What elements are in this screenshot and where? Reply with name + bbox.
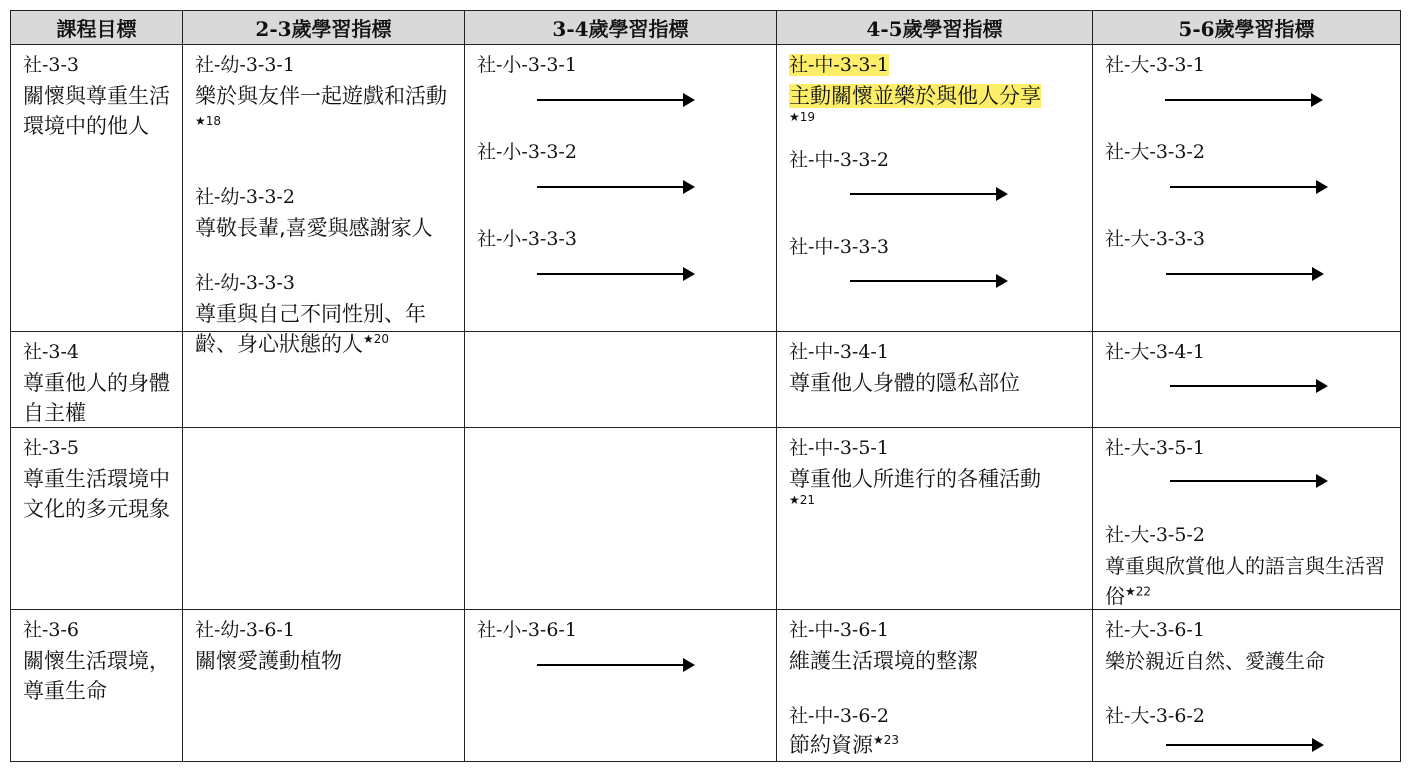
age-5-6-cell xyxy=(1093,332,1401,428)
indicator-desc: 尊敬長輩,喜愛與感謝家人 xyxy=(195,216,433,240)
arrow-icon xyxy=(850,280,1006,282)
goal-desc: 尊重他人的身體自主權 xyxy=(23,371,170,425)
age-4-5-cell xyxy=(777,428,1093,610)
header-row xyxy=(11,11,1401,45)
indicator-code: 社-小-3-3-2 xyxy=(477,141,577,163)
header-goal: 課程目標 xyxy=(11,11,183,45)
arrow-icon xyxy=(537,99,693,101)
indicator-desc: 樂於與友伴一起遊戲和活動$^{★18}$ xyxy=(195,84,447,128)
indicator-desc: 尊重與自己不同性別、年齡、身心狀態的人$^{★20}$ xyxy=(195,302,426,356)
goal-code: 社-3-6 xyxy=(23,619,80,641)
goal-code: 社-3-3 xyxy=(23,54,80,76)
indicator-code: 社-中-3-5-1 xyxy=(789,437,889,459)
header-age-4-5: 4-5歲學習指標 xyxy=(777,11,1093,45)
learning-indicator-table xyxy=(10,10,1401,762)
indicator-code: 社-幼-3-3-1 xyxy=(195,54,295,76)
indicator-code: 社-大-3-4-1 xyxy=(1105,341,1205,363)
goal-desc: 關懷與尊重生活環境中的他人 xyxy=(23,84,170,138)
age-4-5-cell xyxy=(777,610,1093,762)
indicator-code: 社-幼-3-3-3 xyxy=(195,272,295,294)
age-3-4-cell xyxy=(465,332,777,428)
indicator-code: 社-中-3-3-1 xyxy=(789,54,889,76)
arrow-icon xyxy=(537,664,693,666)
indicator-code: 社-小-3-3-1 xyxy=(477,54,577,76)
indicator-code: 社-中-3-3-3 xyxy=(789,236,889,258)
goal-cell xyxy=(11,45,183,332)
indicator-code: 社-中-3-6-1 xyxy=(789,619,889,641)
indicator-code: 社-大-3-3-1 xyxy=(1105,54,1205,76)
indicator-desc: 主動關懷並樂於與他人分享 xyxy=(789,84,1041,108)
age-3-4-cell xyxy=(465,428,777,610)
arrow-icon xyxy=(537,273,693,275)
table-row xyxy=(11,428,1401,610)
goal-desc: 關懷生活環境，尊重生命 xyxy=(23,649,170,703)
arrow-icon xyxy=(1170,385,1326,387)
indicator-code: 社-幼-3-6-1 xyxy=(195,619,295,641)
arrow-icon xyxy=(537,186,693,188)
goal-code: 社-3-5 xyxy=(23,437,80,459)
age-2-3-cell xyxy=(183,45,465,356)
indicator-code: 社-大-3-6-2 xyxy=(1105,705,1205,727)
goal-desc: 尊重生活環境中文化的多元現象 xyxy=(23,467,170,521)
indicator-code: 社-大-3-5-2 xyxy=(1105,524,1205,546)
age-5-6-cell xyxy=(1093,428,1401,610)
arrow-icon xyxy=(850,193,1006,195)
indicator-code: 社-大-3-3-3 xyxy=(1105,228,1205,250)
header-age-2-3: 2-3歲學習指標 xyxy=(183,11,465,45)
table-row xyxy=(11,45,1401,332)
indicator-desc: 維護生活環境的整潔 xyxy=(789,649,978,673)
indicator-code: 社-幼-3-3-2 xyxy=(195,186,295,208)
indicator-code: 社-小-3-3-3 xyxy=(477,228,577,250)
footnote-star: ★23 xyxy=(873,733,900,747)
age-2-3-cell xyxy=(183,610,465,762)
indicator-code: 社-大-3-5-1 xyxy=(1105,437,1205,459)
indicator-code: 社-大-3-3-2 xyxy=(1105,141,1205,163)
footnote-star: ★22 xyxy=(1125,584,1152,599)
age-5-6-cell xyxy=(1093,45,1401,332)
arrow-icon xyxy=(1170,186,1326,188)
footnote-star: ★19 xyxy=(789,110,816,124)
age-5-6-cell xyxy=(1093,610,1401,762)
age-4-5-cell xyxy=(777,45,1093,332)
age-2-3-cell xyxy=(183,428,465,610)
arrow-icon xyxy=(1170,480,1326,482)
table-row xyxy=(11,610,1401,762)
goal-cell xyxy=(11,332,183,428)
indicator-code: 社-中-3-6-2 xyxy=(789,705,889,727)
age-3-4-cell xyxy=(465,610,777,762)
indicator-desc: 樂於親近自然、愛護生命 xyxy=(1105,649,1325,673)
indicator-code: 社-大-3-6-1 xyxy=(1105,619,1205,641)
header-age-5-6: 5-6歲學習指標 xyxy=(1093,11,1401,45)
indicator-desc: 尊重與欣賞他人的語言與生活習俗$^{★22}$ xyxy=(1105,554,1385,608)
goal-code: 社-3-4 xyxy=(23,341,80,363)
indicator-code: 社-小-3-6-1 xyxy=(477,619,577,641)
header-age-3-4: 3-4歲學習指標 xyxy=(465,11,777,45)
arrow-icon xyxy=(1166,273,1322,275)
age-4-5-cell xyxy=(777,332,1093,428)
arrow-icon xyxy=(1165,99,1321,101)
indicator-desc: 關懷愛護動植物 xyxy=(195,649,342,673)
indicator-desc: 尊重他人身體的隱私部位 xyxy=(789,371,1020,395)
indicator-code: 社-中-3-3-2 xyxy=(789,149,889,171)
footnote-star: ★18 xyxy=(195,114,222,128)
table-row xyxy=(11,332,1401,428)
age-2-3-cell xyxy=(183,332,465,428)
age-3-4-cell xyxy=(465,45,777,332)
goal-cell xyxy=(11,610,183,762)
goal-cell xyxy=(11,428,183,610)
arrow-icon xyxy=(1166,744,1322,746)
indicator-desc: 節約資源$^{★23}$ xyxy=(789,733,900,757)
indicator-code: 社-中-3-4-1 xyxy=(789,341,889,363)
indicator-desc: 尊重他人所進行的各種活動 xyxy=(789,467,1041,491)
footnote-star: ★20 xyxy=(363,332,390,346)
footnote-star: ★21 xyxy=(789,493,816,507)
